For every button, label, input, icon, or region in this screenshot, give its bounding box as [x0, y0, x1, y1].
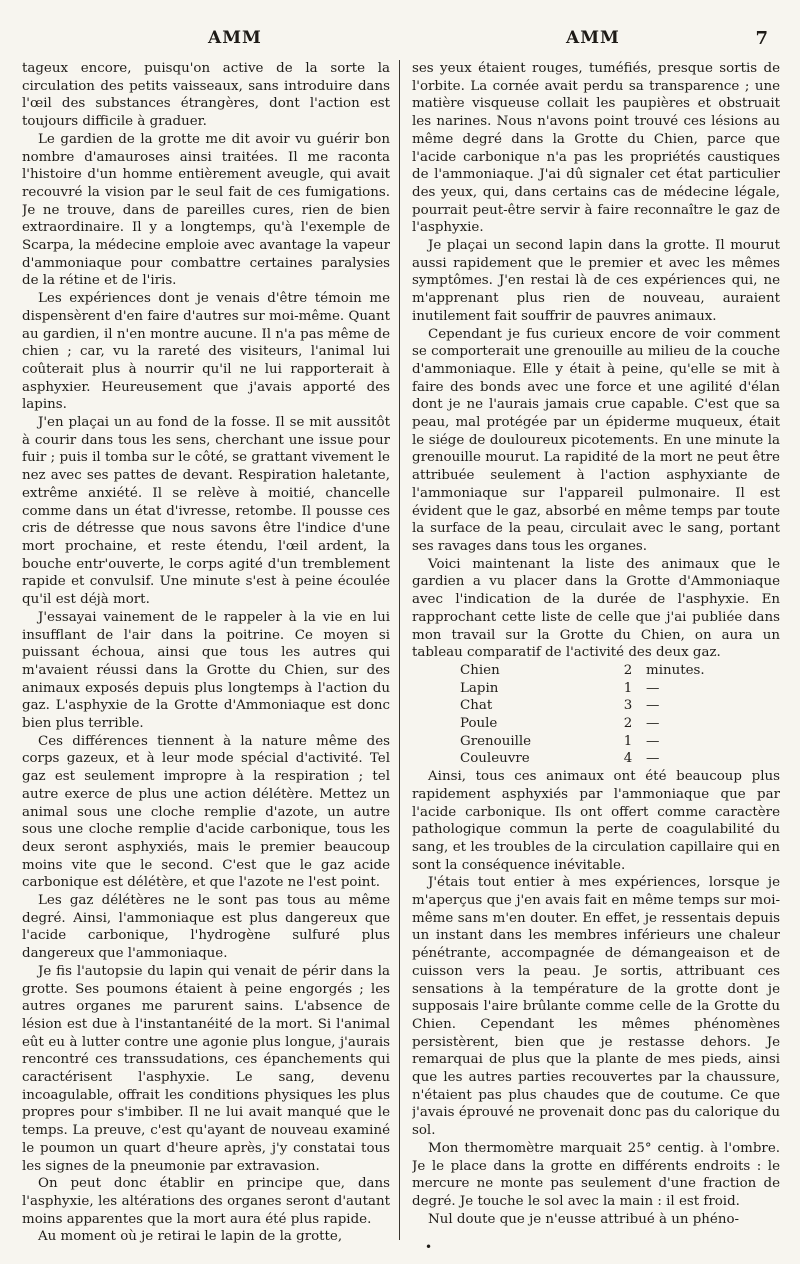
- paragraph: Je fis l'autopsie du lapin qui venait de périr dans la grotte. Ses poumons étaient à peine engorgés ; les autres organes me parurent sains. L'absence de lésion est due à l'instantanéité de la mort. Si l'animal eût eu à lutter contre une agonie plus longue, j'aurais rencontré ces transsudations, ces épanchements qui caractérisent l'asphyxie. Le sang, devenu incoagulable, offrait les conditions physiques les plus propres pour s'imbiber. Il ne lui avait manqué que le temps. La preuve, c'est qu'ayant de nouveau examiné le poumon un quart d'heure après, j'y constatai tous les signes de la pneumonie par extravasion.: [22, 963, 390, 1174]
- animal-minutes: 2: [623, 662, 633, 678]
- right-column: [412, 60, 780, 1250]
- animal-minutes: 2: [623, 716, 633, 732]
- table-row: [460, 750, 736, 768]
- animal-unit: —: [646, 716, 660, 732]
- animal-unit: —: [646, 680, 660, 696]
- animal-unit: —: [646, 751, 660, 767]
- paragraph: Voici maintenant la liste des animaux que le gardien a vu placer dans la Grotte d'Ammoniaque avec l'indication de la durée de l'asphyxie. En rapprochant cette liste de celle que j'ai publiée dans mon travail sur la Grotte du Chien, on aura un tableau comparatif de l'activité des deux gaz.: [412, 556, 780, 661]
- animal-minutes: 3: [623, 698, 633, 714]
- table-row: [460, 733, 736, 751]
- paragraph: J'essayai vainement de le rappeler à la vie en lui insufflant de l'air dans la poitrine. Ce moyen si puissant échoua, ainsi que tous les autres qui m'avaient réussi dans la Grotte du Chien, sur des animaux exposés depuis plus longtemps à l'action du gaz. L'asphyxie de la Grotte d'Ammoniaque est donc bien plus terrible.: [22, 609, 390, 732]
- table-row: [460, 697, 736, 715]
- animal-unit: —: [646, 698, 660, 714]
- paragraph: Je plaçai un second lapin dans la grotte. Il mourut aussi rapidement que le premier et avec les mêmes symptômes. J'en restai là de ces expériences qui, ne m'apprenant plus rien de nouveau, auraient inutilement fait souffrir de pauvres animaux.: [412, 238, 780, 324]
- paragraph: Les gaz délétères ne le sont pas tous au même degré. Ainsi, l'ammoniaque est plus dangereux que l'acide carbonique, l'hydrogène sulfuré plus dangereux que l'ammoniaque.: [22, 893, 390, 962]
- animal-name: Poule: [460, 716, 498, 732]
- paragraph: tageux encore, puisqu'on active de la sorte la circulation des petits vaisseaux, sans introduire dans l'œil des substances étrangères, dont l'action est toujours difficile à graduer.: [22, 61, 390, 130]
- paragraph: Nul doute que je n'eusse attribué à un phéno-: [428, 1211, 740, 1227]
- paragraph: On peut donc établir en principe que, dans l'asphyxie, les altérations des organes seront d'autant moins apparentes que la mort aura été plus rapide.: [22, 1176, 390, 1227]
- asphyxia-duration-table: [460, 662, 736, 768]
- table-row: [460, 662, 736, 680]
- animal-name: Chien: [460, 662, 500, 678]
- paragraph: J'étais tout entier à mes expériences, lorsque je m'aperçus que j'en avais fait en même temps sur moi-même sans m'en douter. En effet, je ressentais depuis un instant dans les membres inférieurs une chaleur pénétrante, accompagnée de démangeaison et de cuisson vers la peau. Je sortis, attribuant ces sensations à la température de la grotte dont je supposais l'aire brûlante comme celle de la Grotte du Chien. Cependant les mêmes phénomènes persistèrent, bien que je restasse dehors. Je remarquai de plus que la plante de mes pieds, ainsi que les autres parties recouvertes par la chaussure, n'étaient pas plus chaudes que de coutume. Ce que j'avais éprouvé ne provenait donc pas du calorique du sol.: [412, 875, 780, 1139]
- page-number: 7: [755, 28, 768, 49]
- table-row: [460, 715, 736, 733]
- animal-unit: —: [646, 733, 660, 749]
- column-divider: [399, 60, 400, 1240]
- paragraph: Ces différences tiennent à la nature même des corps gazeux, et à leur mode spécial d'activité. Tel gaz est seulement impropre à la respiration ; tel autre exerce de plus une action délétère. Mettez un animal sous une cloche remplie d'azote, un autre sous une cloche remplie d'acide carbonique, tous les deux seront asphyxiés, mais le premier beaucoup moins vite que le second. C'est que le gaz acide carbonique est délétère, et que l'azote ne l'est point.: [22, 733, 390, 891]
- paragraph: J'en plaçai un au fond de la fosse. Il se mit aussitôt à courir dans tous les sens, cherchant une issue pour fuir ; puis il tomba sur le côté, se grattant vivement le nez avec ses pattes de devant. Respiration haletante, extrême anxiété. Il se relève à moitié, chancelle comme dans un état d'ivresse, retombe. Il pousse ces cris de détresse que nous savons être l'indice d'une mort prochaine, et reste étendu, l'œil ardent, la bouche entr'ouverte, le corps agité d'un tremblement rapide et convulsif. Une minute s'est à peine écoulée qu'il est déjà mort.: [22, 415, 390, 608]
- animal-unit: minutes.: [646, 662, 705, 678]
- paragraph: ses yeux étaient rouges, tuméfiés, presque sortis de l'orbite. La cornée avait perdu sa transparence ; une matière visqueuse collait les paupières et obstruait les narines. Nous n'avons point trouvé ces lésions au même degré dans la Grotte du Chien, parce que l'acide carbonique n'a pas les propriétés caustiques de l'ammoniaque. J'ai dû signaler cet état particulier des yeux, qui, dans certains cas de médecine légale, pourrait peut-être servir à faire reconnaître le gaz de l'asphyxie.: [412, 61, 780, 236]
- print-mark: •: [425, 1240, 433, 1254]
- header-left-word: AMM: [208, 28, 262, 48]
- animal-name: Chat: [460, 698, 493, 714]
- header-right-word: AMM: [566, 28, 620, 48]
- paragraph: Cependant je fus curieux encore de voir comment se comporterait une grenouille au milieu de la couche d'ammoniaque. Elle y était à peine, qu'elle se mit à faire des bonds avec une force et une agilité d'élan dont je ne l'aurais jamais crue capable. C'est que sa peau, mal protégée par un épiderme muqueux, était le siége de douloureux picotements. En une minute la grenouille mourut. La rapidité de la mort ne peut être attribuée seulement à l'action asphyxiante de l'ammoniaque sur l'appareil pulmonaire. Il est évident que le gaz, absorbé en même temps par toute la surface de la peau, circulait avec le sang, portant ses ravages dans tous les organes.: [412, 326, 780, 554]
- paragraph: Au moment où je retirai le lapin de la grotte,: [38, 1229, 343, 1245]
- animal-minutes: 1: [623, 733, 633, 749]
- paragraph: Le gardien de la grotte me dit avoir vu guérir bon nombre d'amauroses ainsi traitées. Il me raconta l'histoire d'un homme entièrement aveugle, qui avait recouvré la vision par le seul fait de ces fumigations. Je ne trouve, dans de pareilles cures, rien de bien extraordinaire. Il y a longtemps, qu'à l'exemple de Scarpa, la médecine emploie avec avantage la vapeur d'ammoniaque pour combattre certaines paralysies de la rétine et de l'iris.: [22, 131, 390, 289]
- animal-minutes: 4: [623, 751, 633, 767]
- paragraph: Les expériences dont je venais d'être témoin me dispensèrent d'en faire d'autres sur moi-même. Quant au gardien, il n'en montre aucune. Il n'a pas même de chien ; car, vu la rareté des visiteurs, l'animal lui coûterait plus à nourrir qu'il ne lui rapporterait à asphyxier. Heureusement que j'avais apporté des lapins.: [22, 291, 390, 413]
- animal-name: Grenouille: [460, 733, 532, 749]
- animal-name: Lapin: [460, 680, 499, 696]
- animal-name: Couleuvre: [460, 751, 530, 767]
- animal-minutes: 1: [623, 680, 633, 696]
- table-row: [460, 680, 736, 698]
- running-header: [0, 28, 800, 52]
- left-column: [22, 60, 390, 1250]
- paragraph: Ainsi, tous ces animaux ont été beaucoup plus rapidement asphyxiés par l'ammoniaque que par l'acide carbonique. Ils ont offert comme caractère pathologique commun la perte de coagulabilité du sang, et les troubles de la circulation capillaire qui en sont la conséquence inévitable.: [412, 769, 780, 873]
- paragraph: Mon thermomètre marquait 25° centig. à l'ombre. Je le place dans la grotte en différents endroits : le mercure ne monte pas seulement d'une fraction de degré. Je touche le sol avec la main : il est froid.: [412, 1140, 780, 1209]
